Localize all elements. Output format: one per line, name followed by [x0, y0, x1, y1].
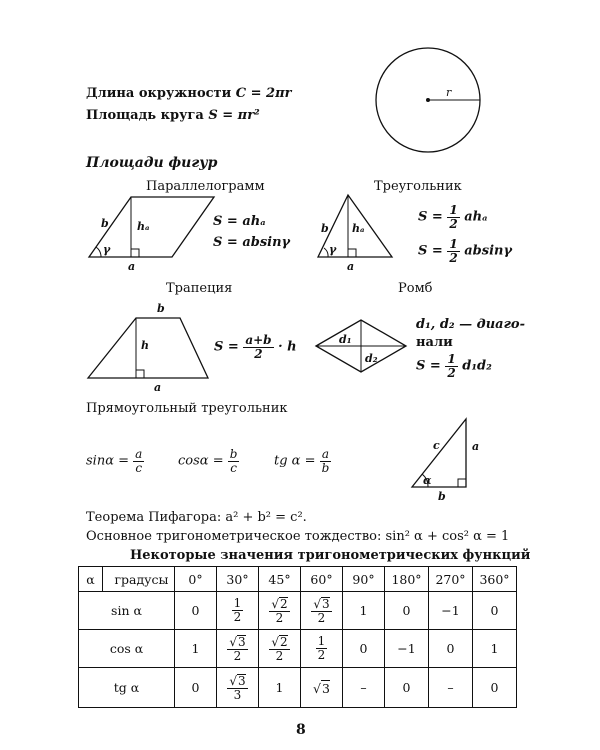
header-deg-45: 45°	[259, 567, 301, 592]
table-cell: $\frac{1}{2}$	[217, 592, 259, 630]
rhombus-f-num: 1	[447, 352, 456, 366]
trapezoid-f-num: a+b	[245, 333, 272, 347]
triangle-right-angle	[348, 249, 356, 257]
sin-label: sinα =	[86, 453, 130, 469]
sin-definition	[86, 448, 144, 474]
table-cell: $\frac{√3}{3}$	[217, 668, 259, 708]
trapezoid-formula	[214, 334, 297, 360]
row-function-name: cos α	[79, 630, 175, 668]
parallelogram-formula-1: S = ahₐ	[213, 214, 266, 229]
header-degrees: градусы	[103, 567, 175, 592]
triangle-f1-den: 2	[449, 216, 458, 231]
header-deg-60: 60°	[301, 567, 343, 592]
triangle-height-label: hₐ	[352, 222, 365, 235]
table-cell: –	[343, 668, 385, 708]
rhombus-f-den: 2	[447, 365, 456, 380]
trapezoid-fraction	[243, 334, 273, 360]
sin-den: c	[135, 460, 143, 475]
triangle-side-a: a	[347, 260, 355, 273]
parallelogram-height-label: hₐ	[137, 220, 150, 233]
trapezoid-f-suffix: · h	[278, 339, 297, 355]
table-row	[79, 668, 517, 708]
trapezoid-right-angle	[136, 370, 144, 378]
triangle-side-b: b	[321, 222, 329, 235]
triangle-f2-prefix: S =	[418, 243, 443, 259]
page-number: 8	[296, 722, 306, 738]
table-header-row	[79, 567, 517, 592]
header-deg-360: 360°	[473, 567, 517, 592]
tg-label: tg α =	[274, 453, 316, 469]
table-cell: $\frac{√3}{2}$	[301, 592, 343, 630]
tg-fraction	[320, 448, 332, 474]
trapezoid-f-den: 2	[254, 346, 263, 361]
row-function-name: sin α	[79, 592, 175, 630]
radius-label: r	[446, 86, 452, 99]
triangle-f2-num: 1	[449, 237, 458, 251]
right-triangle-c-label: c	[433, 439, 440, 452]
table-cell: 0	[175, 668, 217, 708]
header-deg-30: 30°	[217, 567, 259, 592]
table-row	[79, 630, 517, 668]
trig-identity: Основное тригонометрическое тождество: sin² α + cos² α = 1	[86, 529, 510, 544]
table-cell: 0	[429, 630, 473, 668]
header-deg-180: 180°	[385, 567, 429, 592]
areas-title: Площади фигур	[86, 155, 218, 171]
cos-den: c	[230, 460, 237, 475]
triangle-f2-den: 2	[449, 250, 458, 265]
triangle-f2-suffix: absinγ	[464, 243, 513, 259]
header-deg-270: 270°	[429, 567, 473, 592]
parallelogram-side-a: a	[128, 260, 136, 273]
table-cell: 0	[175, 592, 217, 630]
cos-definition	[178, 448, 239, 474]
rhombus-fraction	[445, 353, 457, 379]
trig-table-body	[79, 592, 517, 708]
circle-length-label: Длина окружности	[86, 86, 232, 101]
table-cell: −1	[385, 630, 429, 668]
tg-den: b	[321, 460, 330, 475]
table-cell: 1	[175, 630, 217, 668]
header-deg-90: 90°	[343, 567, 385, 592]
right-triangle-b-label: b	[438, 490, 446, 503]
table-title: Некоторые значения тригонометрических функций	[130, 548, 531, 563]
parallelogram-right-angle	[131, 249, 139, 257]
triangle-f1-num: 1	[449, 203, 458, 217]
parallelogram-angle-label: γ	[103, 243, 111, 256]
circle-length-formula: C = 2πr	[235, 86, 292, 101]
triangle-formula-2	[418, 238, 512, 264]
rhombus-f-suffix: d₁d₂	[462, 358, 492, 374]
table-cell: 1	[343, 592, 385, 630]
trapezoid-bottom-a: a	[154, 381, 162, 394]
right-triangle-right-angle	[458, 479, 466, 487]
sin-fraction	[133, 448, 144, 474]
triangle-formula-1	[418, 204, 487, 230]
pythagoras-theorem: Теорема Пифагора: a² + b² = c².	[86, 510, 307, 525]
rhombus-title: Ромб	[398, 281, 433, 296]
rhombus-d1-label: d₁	[339, 333, 352, 346]
table-cell: $\frac{√2}{2}$	[259, 630, 301, 668]
table-cell: –	[429, 668, 473, 708]
table-row	[79, 592, 517, 630]
parallelogram-formula-2: S = absinγ	[213, 235, 291, 250]
trapezoid-f-prefix: S =	[214, 339, 239, 355]
trapezoid-height-label: h	[141, 339, 149, 352]
parallelogram-angle-arc	[96, 247, 101, 257]
rhombus-desc-line1: d₁, d₂ — диаго-	[416, 317, 525, 332]
table-cell: 0	[473, 668, 517, 708]
table-cell: 0	[385, 592, 429, 630]
circle-area-label: Площадь круга	[86, 108, 204, 123]
header-deg-0: 0°	[175, 567, 217, 592]
circle-area-formula: S = πr²	[208, 108, 260, 123]
rhombus-formula	[416, 353, 492, 379]
parallelogram-title: Параллелограмм	[146, 179, 265, 194]
cos-num: b	[229, 447, 238, 461]
sin-num: a	[135, 447, 143, 461]
triangle-title: Треугольник	[374, 179, 462, 194]
triangle-f1-suffix: ahₐ	[464, 209, 488, 225]
trapezoid-top-b: b	[157, 302, 165, 315]
trapezoid-title: Трапеция	[166, 281, 233, 296]
triangle-f2-fraction	[447, 238, 459, 264]
triangle-f1-fraction	[447, 204, 459, 230]
table-cell: 0	[343, 630, 385, 668]
rhombus-d2-label: d₂	[365, 352, 378, 365]
table-cell: $\frac{1}{2}$	[301, 630, 343, 668]
trig-table	[78, 566, 517, 708]
parallelogram-side-b: b	[101, 217, 109, 230]
rhombus-f-prefix: S =	[416, 358, 441, 374]
table-cell: √3	[301, 668, 343, 708]
right-triangle-a-label: a	[472, 440, 480, 453]
header-alpha: α	[79, 567, 103, 592]
right-triangle-alpha-label: α	[423, 474, 432, 487]
table-cell: $\frac{√3}{2}$	[217, 630, 259, 668]
tg-definition	[274, 448, 331, 474]
table-cell: 1	[473, 630, 517, 668]
row-function-name: tg α	[79, 668, 175, 708]
cos-label: cosα =	[178, 453, 224, 469]
table-cell: 1	[259, 668, 301, 708]
right-triangle-shape	[412, 419, 466, 487]
cos-fraction	[228, 448, 240, 474]
table-cell: 0	[473, 592, 517, 630]
table-cell: $\frac{√2}{2}$	[259, 592, 301, 630]
circle-center	[426, 98, 430, 102]
table-cell: 0	[385, 668, 429, 708]
right-triangle-title: Прямоугольный треугольник	[86, 401, 288, 416]
triangle-f1-prefix: S =	[418, 209, 443, 225]
rhombus-desc-line2: нали	[416, 335, 453, 350]
triangle-angle-label: γ	[329, 243, 337, 256]
table-cell: −1	[429, 592, 473, 630]
tg-num: a	[321, 447, 330, 461]
triangle-angle-arc	[324, 248, 328, 257]
